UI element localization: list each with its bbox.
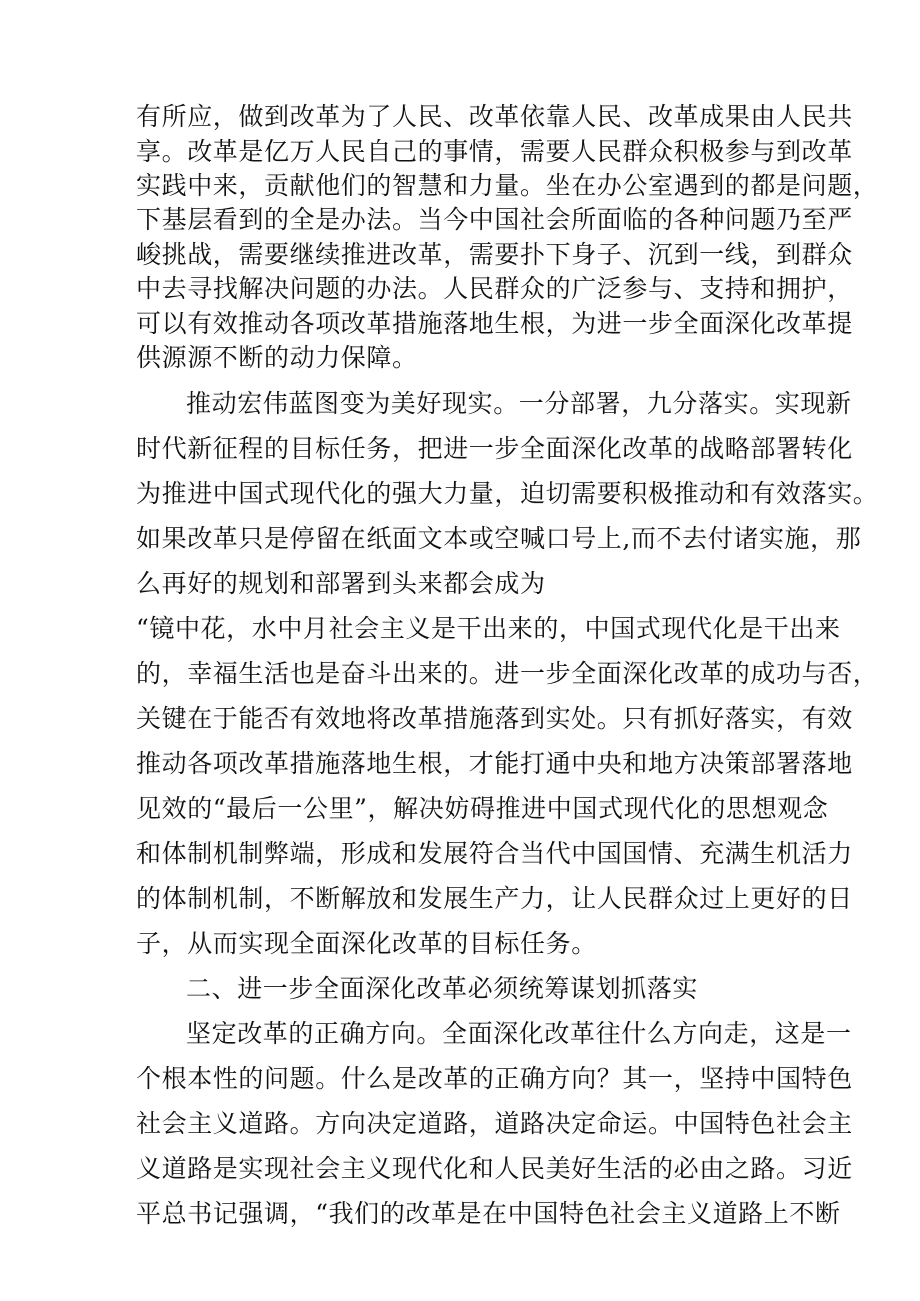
text-line: 关键在于能否有效地将改革措施落到实处。只有抓好落实，有效: [136, 704, 853, 733]
text-line: 个根本性的问题。什么是改革的正确方向？其一，坚持中国特色: [136, 1064, 853, 1093]
text-line: 享。改革是亿万人民自己的事情，需要人民群众积极参与到改革: [136, 137, 853, 166]
section-heading: 二、进一步全面深化改革必须统筹谋划抓落实: [186, 974, 699, 1003]
text-line: 供源源不断的动力保障。: [136, 343, 418, 372]
text-line: 为推进中国式现代化的强大力量，迫切需要积极推动和有效落实。: [136, 479, 879, 508]
text-line: 平总书记强调，“我们的改革是在中国特色社会主义道路上不断: [136, 1199, 841, 1228]
paragraph-first-line: 坚定改革的正确方向。全面深化改革往什么方向走，这是一: [186, 1019, 852, 1048]
text-line: 可以有效推动各项改革措施落地生根，为进一步全面深化改革提: [136, 309, 853, 338]
text-line: 峻挑战，需要继续推进改革，需要扑下身子、沉到一线，到群众: [136, 240, 853, 269]
text-line: 社会主义道路。方向决定道路，道路决定命运。中国特色社会主: [136, 1109, 853, 1138]
text-line: 和体制机制弊端，形成和发展符合当代中国国情、充满生机活力: [136, 839, 853, 868]
text-line: “镜中花，水中月社会主义是干出来的，中国式现代化是干出来: [136, 614, 841, 643]
text-line: 时代新征程的目标任务，把进一步全面深化改革的战略部署转化: [136, 434, 853, 463]
text-line: 么再好的规划和部署到头来都会成为: [136, 569, 546, 598]
text-line: 的，幸福生活也是奋斗出来的。进一步全面深化改革的成功与否，: [136, 659, 879, 688]
text-line: 见效的“最后一公里”，解决妨碍推进中国式现代化的思想观念: [136, 794, 829, 823]
text-line: 义道路是实现社会主义现代化和人民美好生活的必由之路。习近: [136, 1154, 853, 1183]
text-line: 有所应，做到改革为了人民、改革依靠人民、改革成果由人民共: [136, 102, 853, 131]
paragraph-first-line: 推动宏伟蓝图变为美好现实。一分部署，九分落实。实现新: [186, 389, 852, 418]
text-line: 下基层看到的全是办法。当今中国社会所面临的各种问题乃至严: [136, 205, 853, 234]
text-line: 的体制机制，不断解放和发展生产力，让人民群众过上更好的日: [136, 884, 853, 913]
text-line: 如果改革只是停留在纸面文本或空喊口号上,而不去付诸实施，那: [136, 524, 862, 553]
text-line: 实践中来，贡献他们的智慧和力量。坐在办公室遇到的都是问题，: [136, 171, 879, 200]
text-line: 推动各项改革措施落地生根，才能打通中央和地方决策部署落地: [136, 749, 853, 778]
text-line: 中去寻找解决问题的办法。人民群众的广泛参与、支持和拥护，: [136, 274, 853, 303]
text-line: 子，从而实现全面深化改革的目标任务。: [136, 929, 597, 958]
